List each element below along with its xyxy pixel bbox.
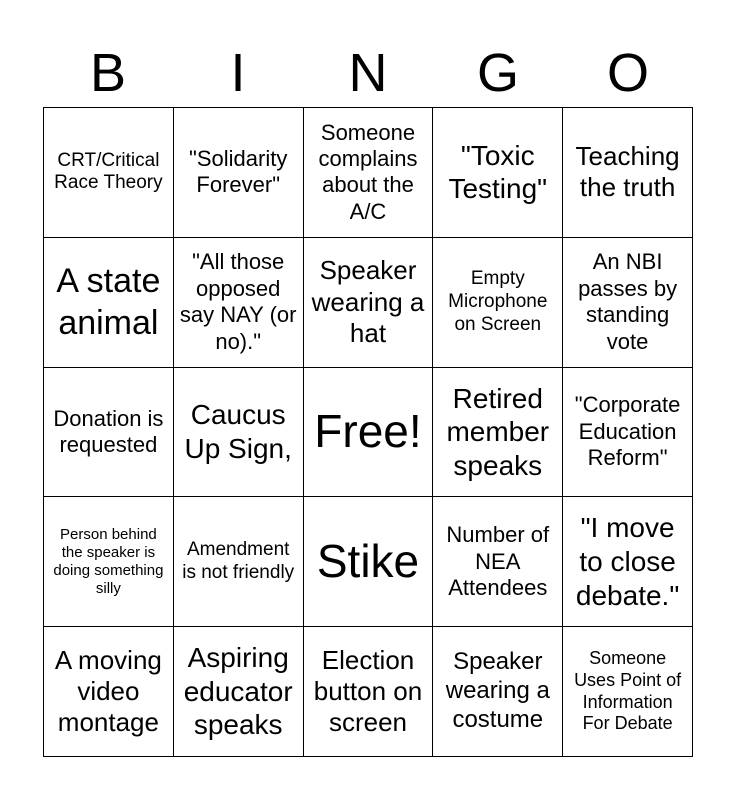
cell-text: Someone Uses Point of Information For Debate: [574, 648, 682, 734]
bingo-header: [43, 40, 693, 106]
bingo-cell[interactable]: [304, 497, 434, 627]
header-letter-i: I: [230, 43, 246, 103]
bingo-cell[interactable]: [44, 627, 174, 757]
header-letter-n: N: [348, 43, 388, 103]
cell-text: "Solidarity Forever": [189, 146, 288, 198]
bingo-cell[interactable]: [174, 627, 304, 757]
header-letter-o: O: [606, 43, 649, 103]
bingo-cell[interactable]: [563, 368, 693, 498]
cell-text: "All those opposed say NAY (or no).": [179, 249, 297, 354]
cell-text: Aspiring educator speaks: [183, 642, 293, 741]
header-letter-b: B: [89, 43, 127, 103]
cell-text: Someone complains about the A/C: [318, 119, 418, 224]
cell-text: Donation is requested: [53, 405, 164, 457]
cell-text: An NBI passes by standing vote: [578, 249, 678, 354]
bingo-cell[interactable]: [44, 497, 174, 627]
bingo-cell[interactable]: [174, 497, 304, 627]
bingo-cell[interactable]: [563, 238, 693, 368]
cell-text: Stike: [316, 535, 420, 588]
cell-text: "Corporate Education Reform": [574, 392, 681, 471]
bingo-cell[interactable]: [174, 108, 304, 238]
header-letter-g: G: [476, 43, 519, 103]
bingo-cell[interactable]: [44, 368, 174, 498]
cell-text: Retired member speaks: [446, 382, 550, 481]
bingo-cell[interactable]: [44, 238, 174, 368]
cell-text: Person behind the speaker is doing something silly: [53, 525, 164, 597]
cell-text: "Toxic Testing": [448, 139, 548, 205]
cell-text: Speaker wearing a costume: [445, 648, 550, 733]
cell-text: Amendment is not friendly: [182, 538, 295, 583]
cell-text: Empty Microphone on Screen: [448, 268, 548, 335]
cell-text: A state animal: [56, 261, 161, 343]
bingo-cell[interactable]: [174, 368, 304, 498]
bingo-cell[interactable]: [44, 108, 174, 238]
cell-text: Election button on screen: [313, 644, 423, 738]
cell-text: Free!: [314, 405, 422, 458]
bingo-cell-free-space[interactable]: [304, 368, 434, 498]
bingo-cell[interactable]: [304, 238, 434, 368]
bingo-cell[interactable]: [304, 627, 434, 757]
cell-text: "I move to close debate.": [575, 512, 680, 611]
bingo-cell[interactable]: [433, 108, 563, 238]
cell-text: A moving video montage: [54, 644, 162, 738]
cell-text: Number of NEA Attendees: [446, 522, 550, 600]
cell-text: Teaching the truth: [575, 141, 680, 203]
bingo-cell[interactable]: [563, 497, 693, 627]
bingo-card-grid: [43, 107, 693, 757]
cell-text: CRT/Critical Race Theory: [54, 149, 163, 194]
bingo-cell[interactable]: [433, 238, 563, 368]
bingo-cell[interactable]: [563, 627, 693, 757]
bingo-cell[interactable]: [433, 497, 563, 627]
cell-text: Caucus Up Sign,: [184, 399, 292, 464]
bingo-cell[interactable]: [433, 368, 563, 498]
bingo-cell[interactable]: [563, 108, 693, 238]
bingo-cell[interactable]: [304, 108, 434, 238]
bingo-cell[interactable]: [433, 627, 563, 757]
cell-text: Speaker wearing a hat: [311, 255, 425, 348]
bingo-cell[interactable]: [174, 238, 304, 368]
